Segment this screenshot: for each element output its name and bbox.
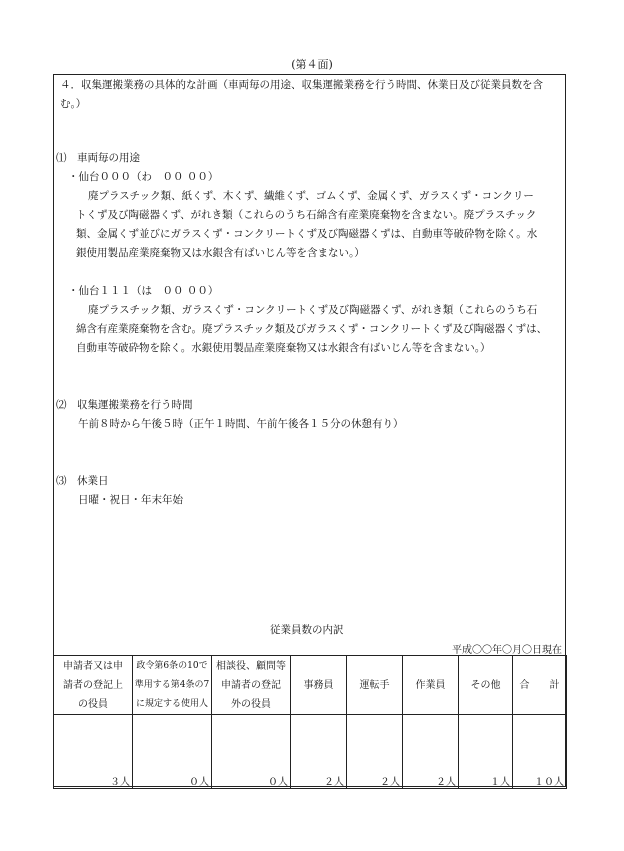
vehicle-1-line: 類、金属くず並びにガラスくず・コンクリートくず及び陶磁器くずは、自動車等破砕物を除く。水 xyxy=(76,228,538,240)
holidays-value: 日曜・祝日・年末年始 xyxy=(78,494,183,506)
staff-table xyxy=(53,655,567,789)
staff-value-cell: ３人 xyxy=(54,715,133,789)
staff-value-cell: １０人 xyxy=(513,715,567,789)
vehicle-1-line: 銀使用製品産業廃棄物又は水銀含有ばいじん等を含まない。） xyxy=(76,247,365,259)
vehicle-2-line: 綿含有産業廃棄物を含む。廃プラスチック類及びガラスくず・コンクリートくず及び陶磁器くずは、 xyxy=(76,323,548,335)
hours-value: 午前８時から午後５時（正午１時間、午前午後各１５分の休憩有り） xyxy=(78,418,404,430)
staff-header-cell: 作業員 xyxy=(403,656,459,715)
vehicle-1-line: トくず及び陶磁器くず、がれき類（これらのうち石綿含有産業廃棄物を含まない。廃プラスチック xyxy=(76,209,537,221)
vehicle-2-name: ・仙台１１１（は ００ ００） xyxy=(68,285,219,297)
staff-header-cell: 相談役、顧問等 申請者の登記 外の役員 xyxy=(212,656,291,715)
holidays-title: ⑶ 休業日 xyxy=(56,475,109,487)
vehicle-1-name: ・仙台０００（わ ００ ００） xyxy=(68,171,219,183)
section4-heading-line1: ４．収集運搬業務の具体的な計画（車両毎の用途、収集運搬業務を行う時間、休業日及び従業員数を含 xyxy=(60,79,543,91)
staff-value-cell: ０人 xyxy=(212,715,291,789)
staff-title: 従業員数の内訳 xyxy=(270,624,344,636)
section4-heading-line2: む。） xyxy=(60,98,87,110)
staff-header-cell: その他 xyxy=(459,656,513,715)
staff-header-cell: 合 計 xyxy=(513,656,567,715)
staff-date: 平成〇〇年〇月〇日現在 xyxy=(452,645,562,656)
vehicle-2-line: 自動車等破砕物を除く。水銀使用製品産業廃棄物又は水銀含有ばいじん等を含まない。） xyxy=(76,342,491,354)
vehicle-2-line: 廃プラスチック類、ガラスくず・コンクリートくず及び陶磁器くず、がれき類（これらのうち石 xyxy=(88,304,538,316)
staff-header-cell: 運転手 xyxy=(347,656,403,715)
staff-header-cell: 事務員 xyxy=(291,656,347,715)
staff-header-row xyxy=(54,656,567,715)
page-label: (第４面) xyxy=(291,58,333,71)
staff-value-cell: ２人 xyxy=(403,715,459,789)
staff-value-row xyxy=(54,715,567,789)
staff-value-cell: ０人 xyxy=(133,715,212,789)
vehicles-title: ⑴ 車両毎の用途 xyxy=(56,152,140,164)
staff-header-cell: 申請者又は申 請者の登記上 の役員 xyxy=(54,656,133,715)
hours-title: ⑵ 収集運搬業務を行う時間 xyxy=(56,399,193,411)
vehicle-1-line: 廃プラスチック類、紙くず、木くず、繊維くず、ゴムくず、金属くず、ガラスくず・コンクリー xyxy=(88,190,534,202)
staff-value-cell: ２人 xyxy=(347,715,403,789)
staff-value-cell: ２人 xyxy=(291,715,347,789)
staff-value-cell: １人 xyxy=(459,715,513,789)
staff-header-cell: 政令第6条の10で 準用する第4条の7 に規定する使用人 xyxy=(133,656,212,715)
